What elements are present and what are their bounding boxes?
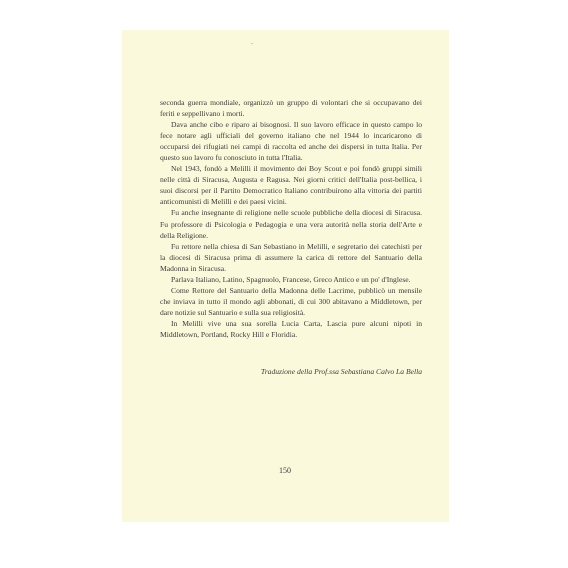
paragraph: Fu rettore nella chiesa di San Sebastiano in Melilli, e segretario dei catechisti per la diocesi di Siracusa prima di assumere la carica di rettore del Santuario della Madonna in Siracusa. <box>160 241 422 273</box>
page-number: 150 <box>279 466 291 475</box>
paragraph: Parlava Italiano, Latino, Spagnuolo, Francese, Greco Antico e un po' d'Inglese. <box>171 274 411 284</box>
paragraph: Fu anche insegnante di religione nelle scuole pubbliche della diocesi di Siracusa. Fu professore di Psicologia e Pedagogia e una vera autorità nella storia dell'Arte e della Religione. <box>160 208 422 240</box>
page-top-mark: - <box>251 40 254 48</box>
paragraph: Dava anche cibo e riparo ai bisognosi. Il suo lavoro efficace in questo campo lo fece notare agli ufficiali del governo italiano che nel 1944 lo incaricarono di occuparsi dei rifugiati nei campi di raccolta ed anche dei dispersi in tutta Italia. Per questo suo lavoro fu conosciuto in tutta l'Italia. <box>160 120 422 163</box>
page-body-text <box>160 97 422 340</box>
paragraph: In Melilli vive una sua sorella Lucia Carta, Lascia pure alcuni nipoti in Middletown, Portland, Rocky Hill e Floridia. <box>160 318 422 339</box>
paragraph: Nel 1943, fondò a Melilli il movimento dei Boy Scout e poi fondò gruppi simili nelle città di Siracusa, Augusta e Ragusa. Nei giorni critici dell'Italia post-bellica, i suoi discorsi per il Partito Democratico Italiano contribuirono alla vittoria dei partiti anticomunisti di Melilli e dei paesi vicini. <box>160 164 422 207</box>
translation-credit: Traduzione della Prof.ssa Sebastiana Calvo La Bella <box>260 367 422 376</box>
paragraph: seconda guerra mondiale, organizzò un gruppo di volontari che si occupavano dei feriti e seppellivano i morti. <box>160 98 422 119</box>
paragraph: Come Rettore del Santuario della Madonna delle Lacrime, pubblicò un mensile che inviava in tutto il mondo agli abbonati, di cui 300 abitavano a Middletown, per dare notizie sul Santuario e sulla sua religiosità. <box>160 285 422 317</box>
